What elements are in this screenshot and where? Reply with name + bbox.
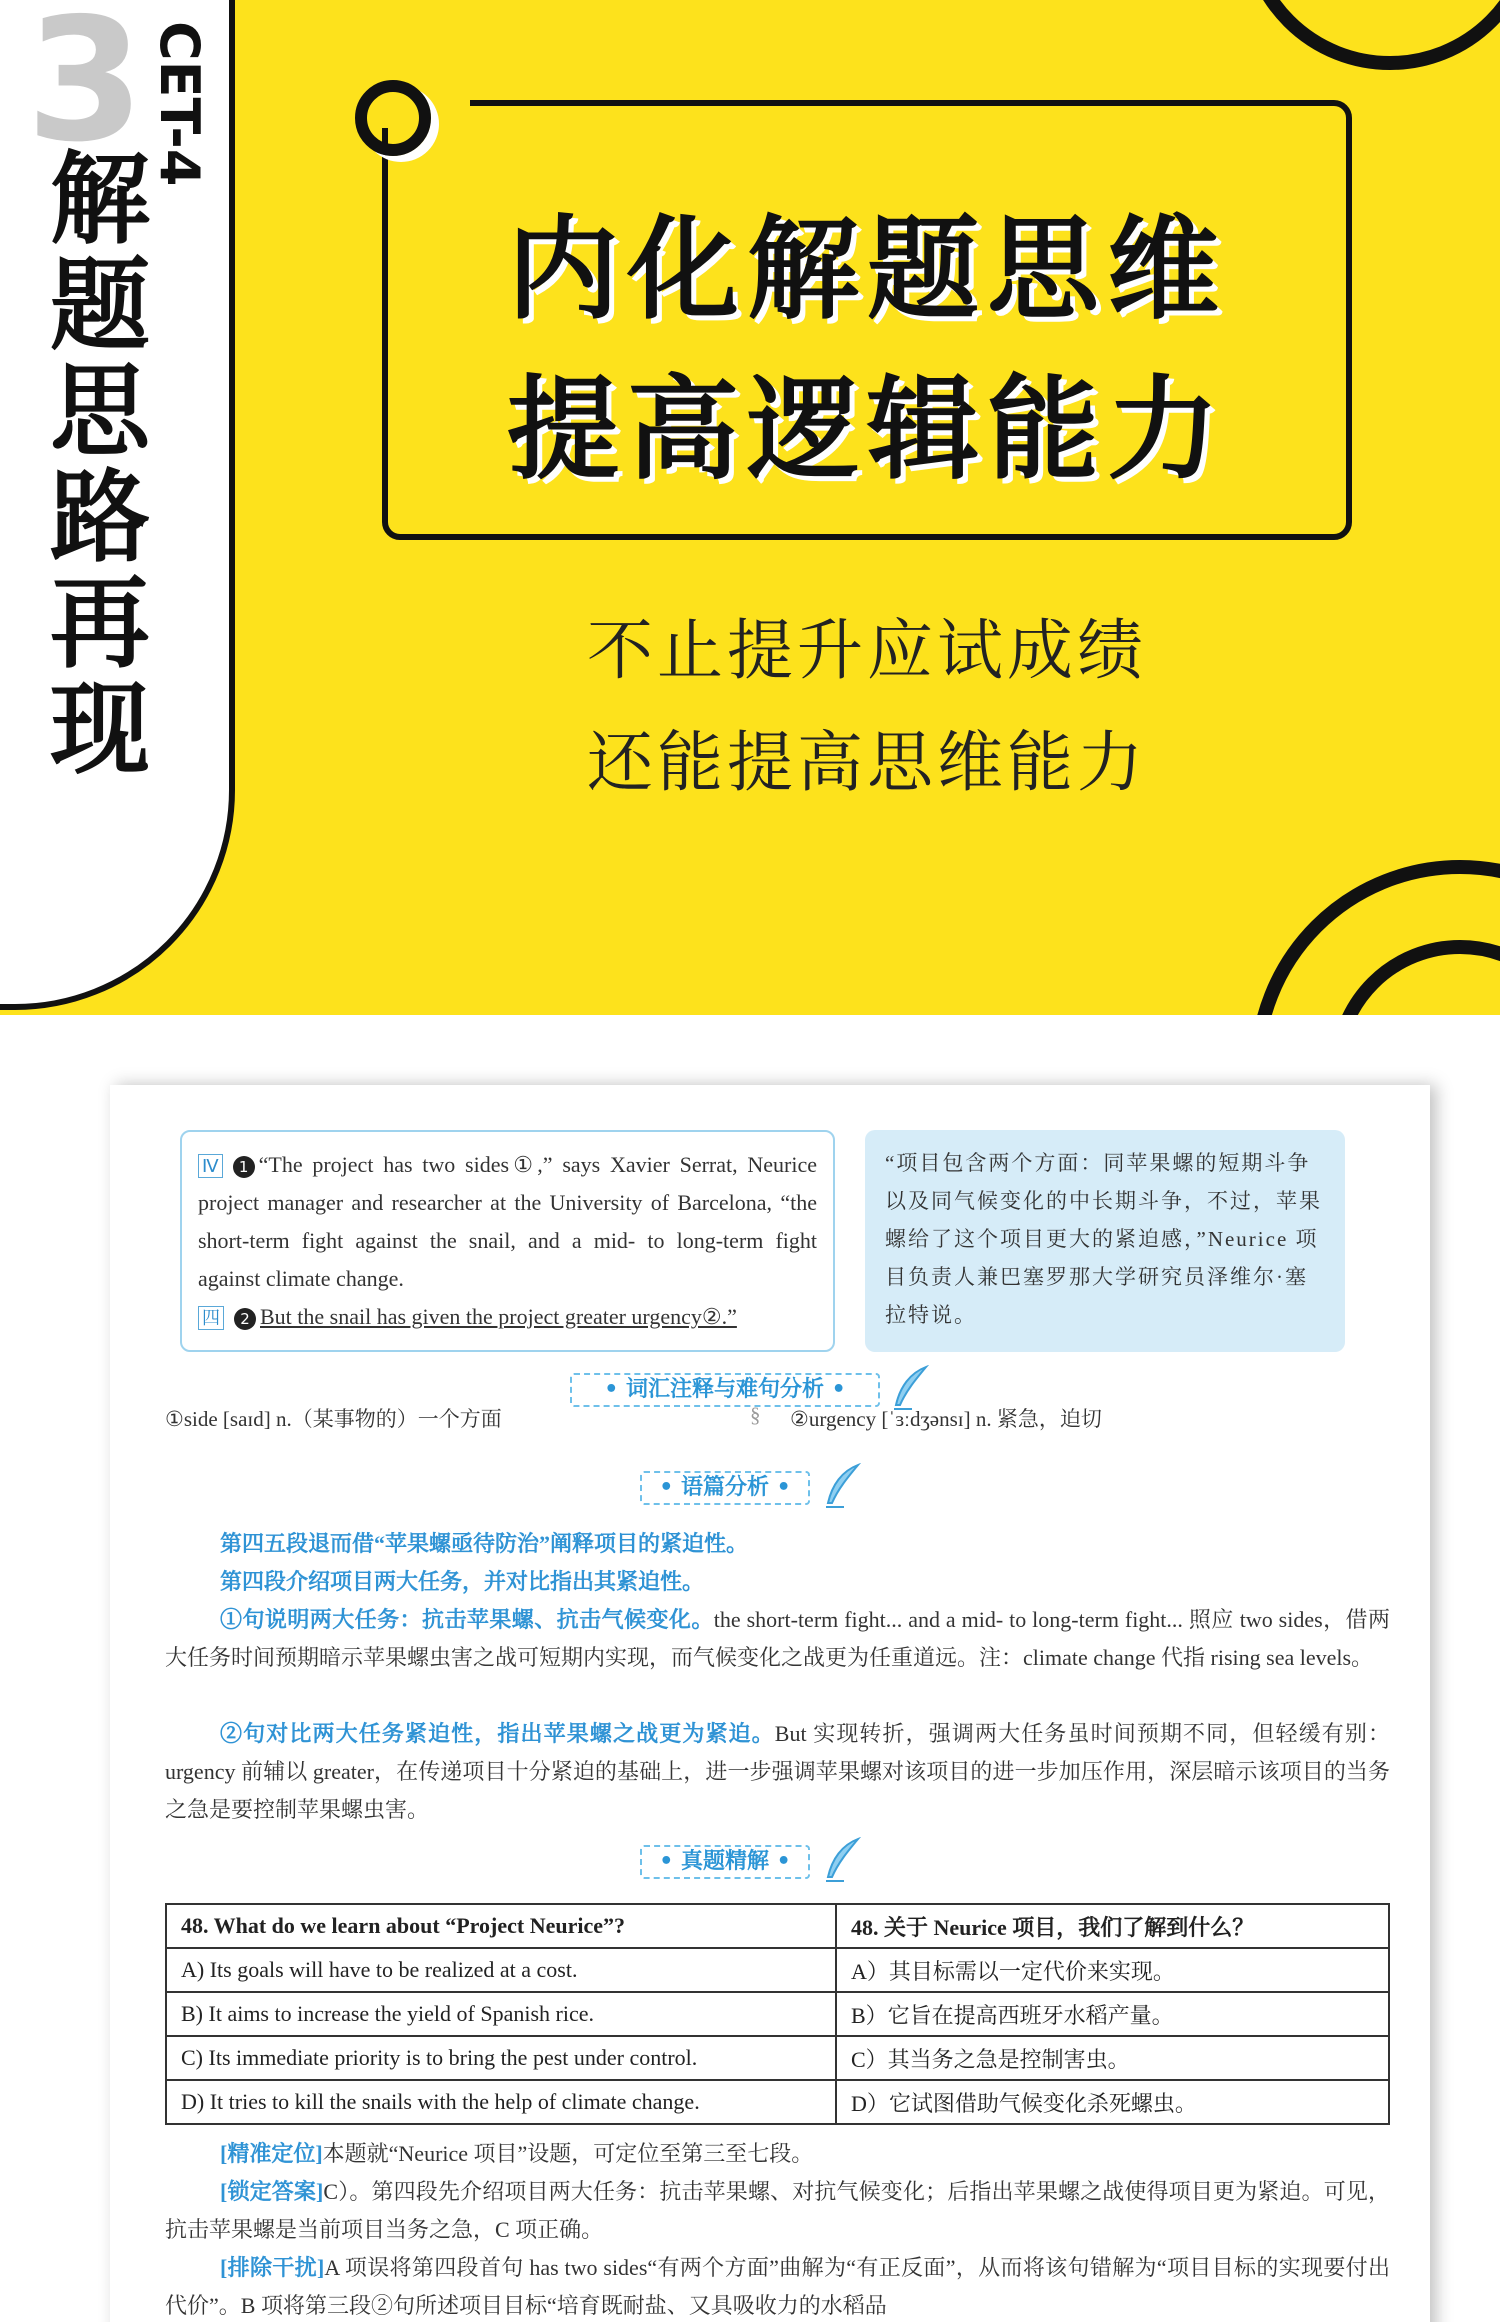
ring-decoration-top bbox=[1240, 0, 1500, 70]
explain-tag-answer: [锁定答案] bbox=[220, 2179, 324, 2204]
explain-answer bbox=[165, 2173, 1390, 2249]
subheadline bbox=[382, 595, 1352, 819]
option-row bbox=[166, 1948, 1389, 1992]
book-page bbox=[110, 1085, 1430, 2322]
paragraph-marker: Ⅳ bbox=[198, 1154, 223, 1178]
option-a-en: A) Its goals will have to be realized at a cost. bbox=[166, 1948, 836, 1992]
analysis-point-1: ①句说明两大任务：抗击苹果螺、抗击气候变化。 bbox=[220, 1607, 714, 1632]
question-table bbox=[165, 1903, 1390, 2125]
explain-text-locate: 本题就“Neurice 项目”设题，可定位至第三至七段。 bbox=[322, 2141, 814, 2166]
option-c-en: C) Its immediate priority is to bring the pest under control. bbox=[166, 2036, 836, 2080]
explain-locate bbox=[165, 2135, 1390, 2173]
option-row bbox=[166, 2036, 1389, 2080]
headline-line-1: 内化解题思维 bbox=[507, 205, 1227, 335]
option-b-en: B) It aims to increase the yield of Spanish rice. bbox=[166, 1992, 836, 2036]
passage-sentence-1: “The project has two sides①,” says Xavier Serrat, Neurice project manager and researcher at the University of Barcelona, “the short-term fight against the snail, and a mid- to long-term fight against climate change. bbox=[198, 1152, 817, 1291]
chinese-translation: “项目包含两个方面：同苹果螺的短期斗争以及同气候变化的中长期斗争，不过，苹果螺给了这个项目更大的紧迫感，”Neurice 项目负责人兼巴塞罗那大学研究员泽维尔·塞拉特说。 bbox=[865, 1130, 1345, 1352]
analysis-paragraph-1 bbox=[165, 1601, 1390, 1677]
quill-icon bbox=[822, 1463, 862, 1509]
explain-distractor bbox=[165, 2249, 1390, 2322]
section-title: 解题思路再现 bbox=[33, 146, 150, 782]
sentence-number-icon: 2 bbox=[234, 1308, 256, 1330]
passage-sentence-2: But the snail has given the project greater urgency②.” bbox=[260, 1304, 737, 1329]
question-row bbox=[166, 1904, 1389, 1948]
explain-text-distractor: A 项误将第四段首句 has two sides“有两个方面”曲解为“有正反面”，从而将该句错解为“项目目标的实现要付出代价”。B 项将第三段②句所述项目目标“培育既耐盐、又具吸收力的水稻品 bbox=[165, 2255, 1391, 2318]
option-a-zh: A）其目标需以一定代价来实现。 bbox=[836, 1948, 1389, 1992]
explain-tag-locate: [精准定位] bbox=[220, 2141, 323, 2166]
option-d-en: D) It tries to kill the snails with the help of climate change. bbox=[166, 2080, 836, 2124]
side-panel bbox=[0, 0, 235, 1010]
analysis-detail-2: But 实现转折，强调两大任务虽时间预期不同，但轻缓有别：urgency 前辅以 greater，在传递项目十分紧迫的基础上，进一步强调苹果螺对该项目的进一步加压作用，深层暗示该项目的当务之急是要控制苹果螺虫害。 bbox=[165, 1721, 1390, 1822]
analysis-detail-1: the short-term fight... and a mid- to long-term fight... 照应 two sides，借两大任务时间预期暗示苹果螺虫害之战可短期内实现，而气候变化之战更为任重道远。注：climate change 代指 rising sea levels。 bbox=[165, 1607, 1390, 1670]
section-number: 3 bbox=[26, 0, 141, 180]
subheadline-line-1: 不止提升应试成绩 bbox=[587, 612, 1147, 689]
analysis-paragraph-2 bbox=[165, 1715, 1390, 1829]
divider-icon: § bbox=[750, 1403, 761, 1427]
analysis-line-2: 第四段介绍项目两大任务，并对比指出其紧迫性。 bbox=[220, 1569, 705, 1594]
vocab-item-1: ①side [saɪd] n.（某事物的）一个方面 bbox=[165, 1407, 502, 1431]
subheadline-line-2: 还能提高思维能力 bbox=[587, 724, 1147, 801]
option-c-zh: C）其当务之急是控制害虫。 bbox=[836, 2036, 1389, 2080]
sentence-number-icon: 1 bbox=[233, 1156, 255, 1178]
section-heading-answer: • 真题精解 • bbox=[640, 1845, 810, 1879]
question-zh: 48. 关于 Neurice 项目，我们了解到什么？ bbox=[836, 1904, 1389, 1948]
headline bbox=[382, 190, 1352, 510]
paragraph-marker-2: 四 bbox=[198, 1306, 224, 1330]
section-heading-vocab: • 词汇注释与难句分析 • bbox=[570, 1373, 880, 1407]
option-b-zh: B）它旨在提高西班牙水稻产量。 bbox=[836, 1992, 1389, 2036]
option-row bbox=[166, 1992, 1389, 2036]
option-row bbox=[166, 2080, 1389, 2124]
vocab-item-2: ②urgency [ˈɜːdʒənsɪ] n. 紧急，迫切 bbox=[790, 1407, 1102, 1431]
english-passage bbox=[180, 1130, 835, 1352]
question-en: 48. What do we learn about “Project Neurice”? bbox=[166, 1904, 836, 1948]
analysis-line-1: 第四五段退而借“苹果螺亟待防治”阐释项目的紧迫性。 bbox=[220, 1531, 749, 1556]
exam-label: CET-4 bbox=[148, 21, 211, 187]
promo-banner bbox=[0, 0, 1500, 1015]
explain-text-answer: C）。第四段先介绍项目两大任务：抗击苹果螺、对抗气候变化；后指出苹果螺之战使得项目更为紧迫。可见，抗击苹果螺是当前项目当务之急，C 项正确。 bbox=[165, 2179, 1390, 2242]
section-heading-analysis: • 语篇分析 • bbox=[640, 1471, 810, 1505]
analysis-point-2: ②句对比两大任务紧迫性，指出苹果螺之战更为紧迫。 bbox=[220, 1721, 775, 1746]
explain-tag-distractor: [排除干扰] bbox=[220, 2255, 325, 2280]
circle-decoration bbox=[355, 80, 431, 156]
option-d-zh: D）它试图借助气候变化杀死螺虫。 bbox=[836, 2080, 1389, 2124]
headline-line-2: 提高逻辑能力 bbox=[507, 365, 1227, 495]
quill-icon bbox=[822, 1837, 862, 1883]
